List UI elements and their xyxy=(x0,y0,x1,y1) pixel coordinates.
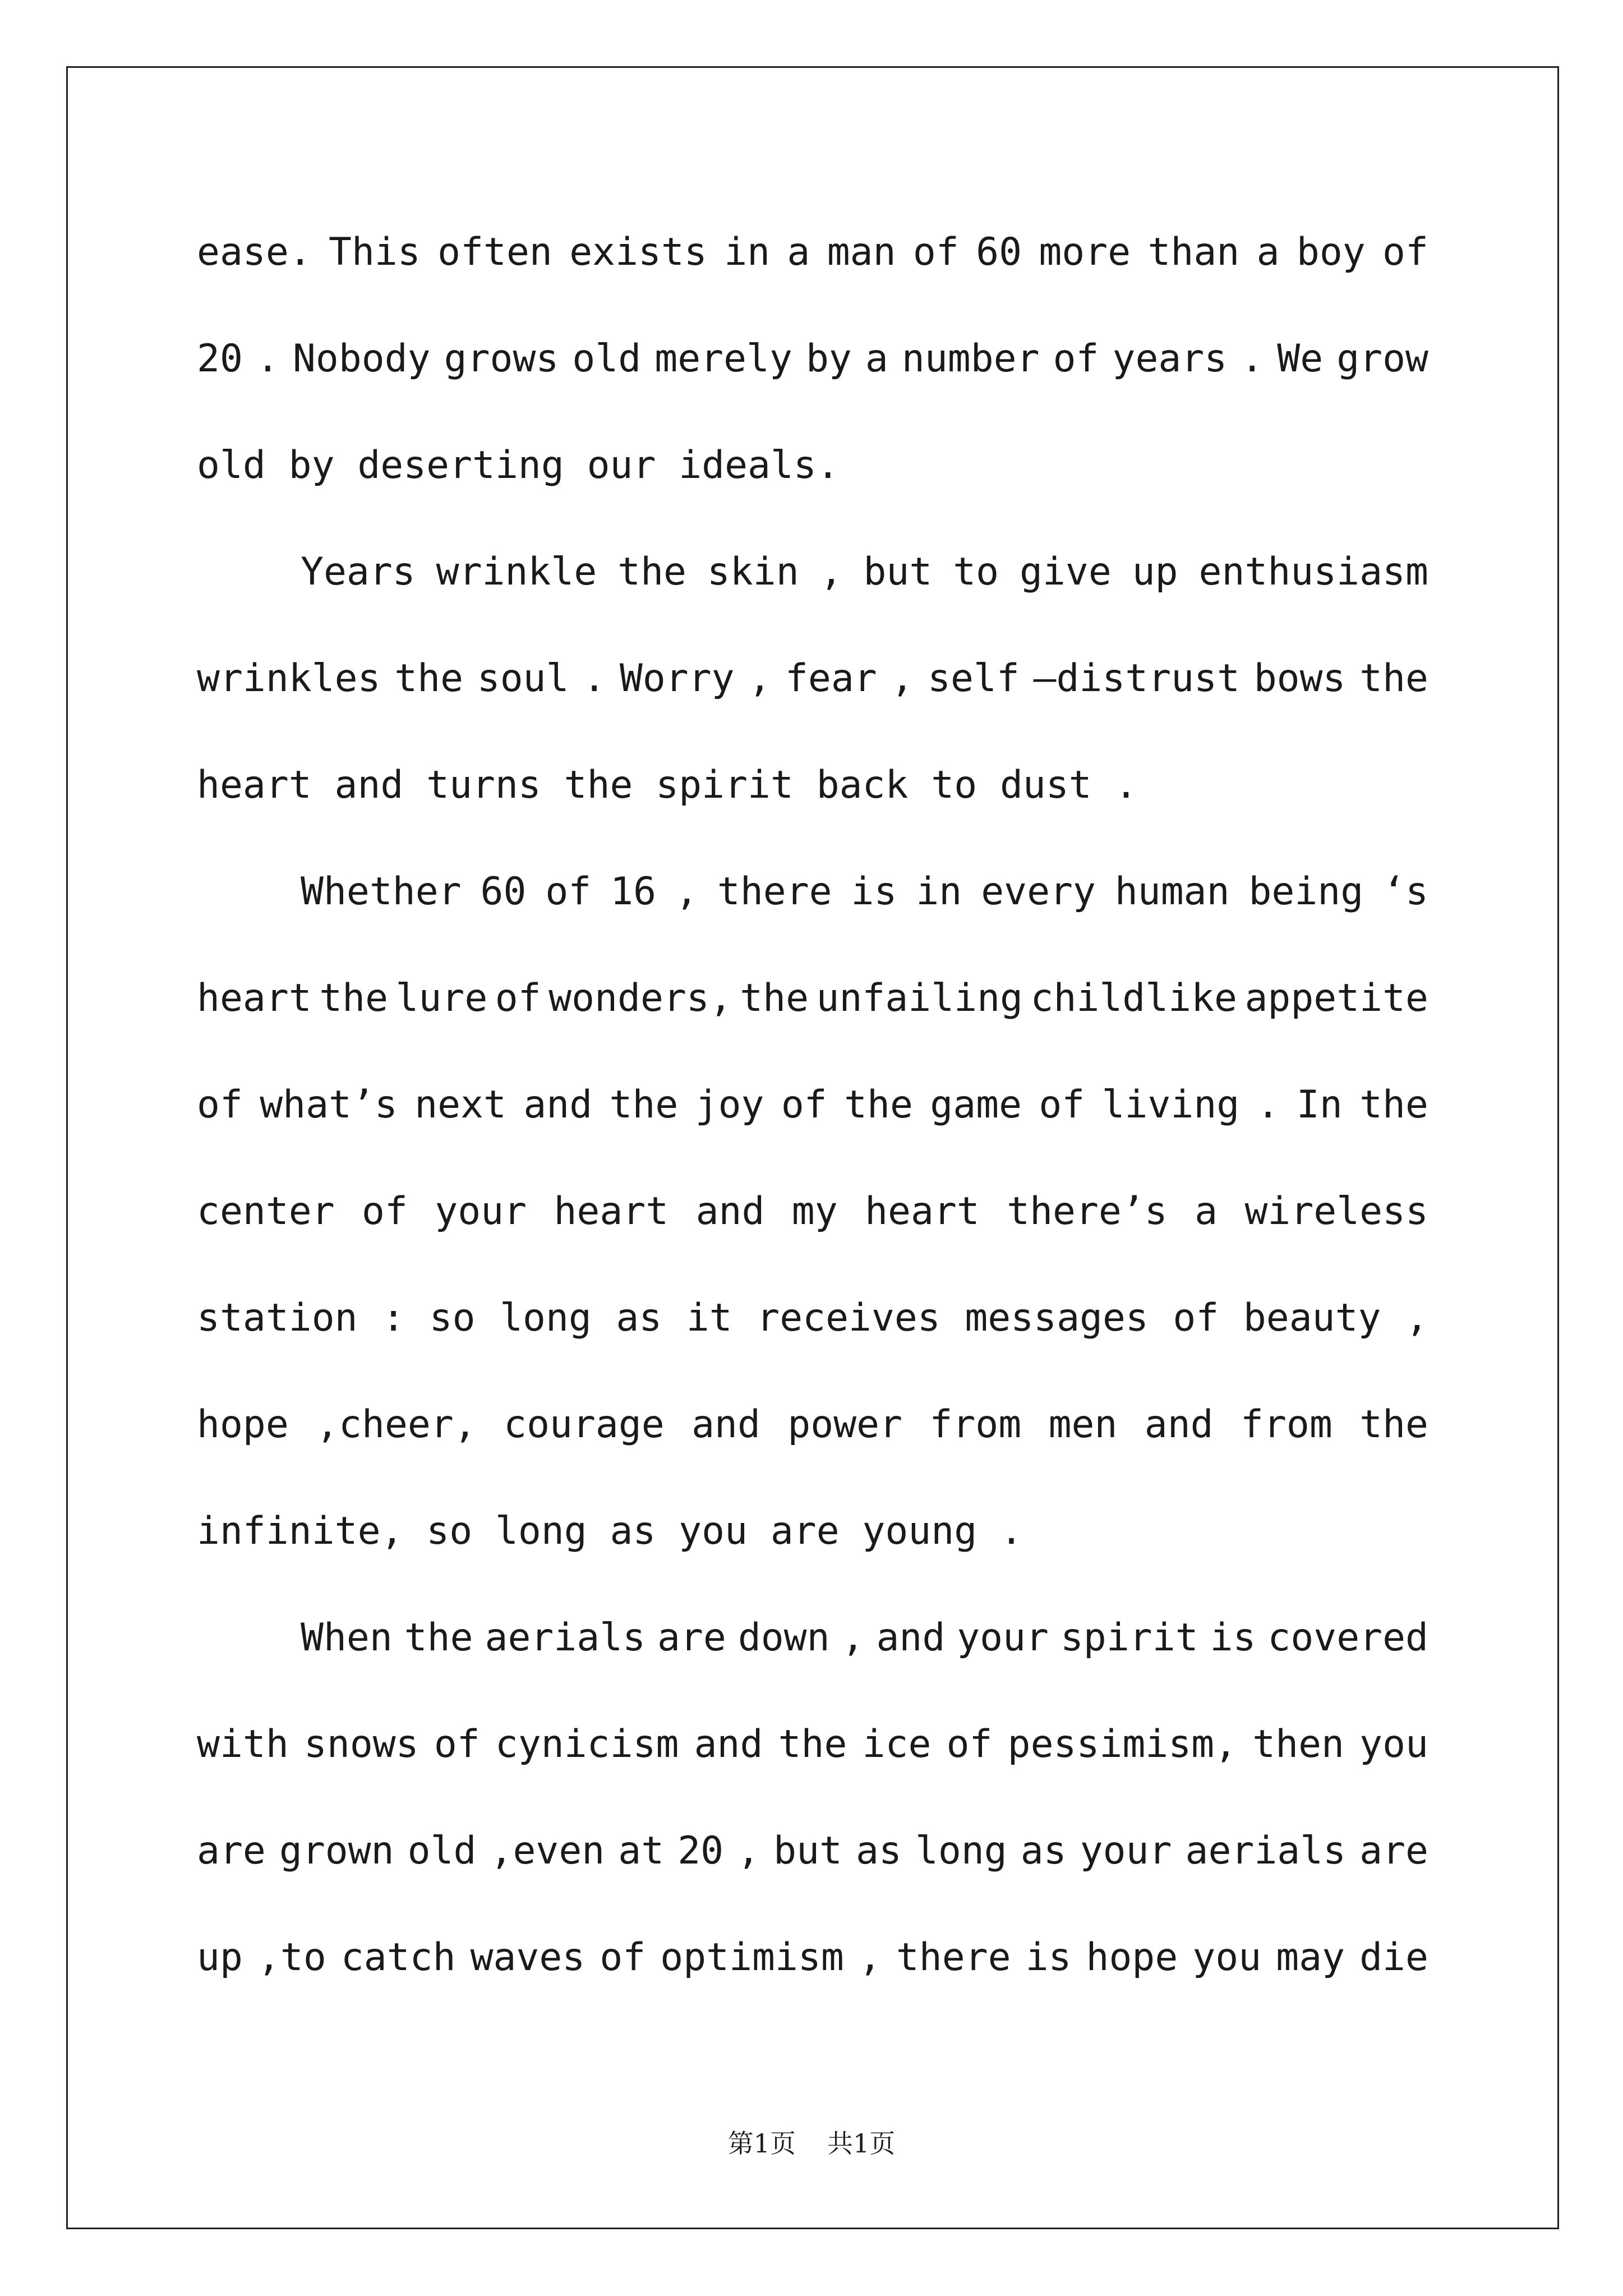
word: cynicism xyxy=(495,1722,679,1766)
word: Worry xyxy=(619,656,735,701)
word: station xyxy=(197,1296,358,1340)
word: with xyxy=(197,1722,289,1766)
word: your xyxy=(435,1189,527,1234)
word: from xyxy=(929,1402,1022,1447)
word: spirit xyxy=(656,763,794,807)
word: soul xyxy=(477,656,569,701)
word: of xyxy=(1173,1296,1219,1340)
word: of xyxy=(545,869,592,914)
word: are xyxy=(770,1509,840,1553)
word: . xyxy=(256,337,279,381)
word: old xyxy=(197,443,266,487)
word: and xyxy=(1144,1402,1214,1447)
word: ideals. xyxy=(679,443,840,487)
word: the xyxy=(1359,656,1428,701)
document-body xyxy=(197,210,1428,2022)
word: heart xyxy=(554,1189,669,1234)
word: aerials xyxy=(485,1616,646,1660)
word: you xyxy=(1359,1722,1428,1766)
text-line xyxy=(197,1916,1428,2022)
word: the xyxy=(319,976,389,1020)
word: the xyxy=(564,763,633,807)
word: skin xyxy=(707,550,799,594)
word: to xyxy=(931,763,978,807)
word: ,even xyxy=(490,1829,605,1873)
text-line xyxy=(197,1809,1428,1916)
word: unfailing xyxy=(816,976,1023,1020)
word: 60 xyxy=(976,230,1022,274)
word: and xyxy=(876,1616,946,1660)
word: are xyxy=(197,1829,266,1873)
word: back xyxy=(816,763,909,807)
word: there xyxy=(896,1935,1011,1980)
word: old xyxy=(407,1829,477,1873)
word: . xyxy=(999,1509,1023,1553)
word: it xyxy=(686,1296,732,1340)
word: in xyxy=(724,230,771,274)
text-line xyxy=(197,1170,1428,1276)
word: man xyxy=(827,230,896,274)
word: covered xyxy=(1267,1616,1428,1660)
word: there xyxy=(717,869,832,914)
word: of xyxy=(1053,337,1099,381)
word: : xyxy=(382,1296,405,1340)
word: snows xyxy=(303,1722,419,1766)
word: of xyxy=(600,1935,646,1980)
word: pessimism, xyxy=(1007,1722,1238,1766)
text-line xyxy=(197,1063,1428,1170)
word: bows xyxy=(1253,656,1346,701)
word: long xyxy=(495,1509,587,1553)
word: , xyxy=(841,1616,865,1660)
word: down xyxy=(737,1616,830,1660)
word: We xyxy=(1277,337,1324,381)
word: appetite xyxy=(1244,976,1428,1020)
word: than xyxy=(1147,230,1240,274)
word: is xyxy=(1025,1935,1072,1980)
word: 20 xyxy=(677,1829,724,1873)
word: childlike xyxy=(1030,976,1237,1020)
word: your xyxy=(957,1616,1049,1660)
word: messages xyxy=(965,1296,1149,1340)
text-line xyxy=(197,956,1428,1063)
word: , xyxy=(891,656,914,701)
word: the xyxy=(1359,1083,1428,1127)
word: a xyxy=(787,230,810,274)
word: long xyxy=(915,1829,1007,1873)
word: the xyxy=(1359,1402,1428,1447)
word: of xyxy=(912,230,959,274)
word: your xyxy=(1080,1829,1172,1873)
word: Whether xyxy=(301,869,462,914)
text-line xyxy=(197,210,1428,317)
word: . xyxy=(1256,1083,1280,1127)
word: catch xyxy=(340,1935,456,1980)
word: the xyxy=(778,1722,847,1766)
word: years xyxy=(1112,337,1228,381)
page-number: 第1页 xyxy=(727,2128,796,2159)
word: of xyxy=(434,1722,480,1766)
word: , xyxy=(1405,1296,1428,1340)
page-total: 共1页 xyxy=(827,2128,896,2159)
word: grow xyxy=(1336,337,1428,381)
word: but xyxy=(773,1829,842,1873)
word: of xyxy=(362,1189,408,1234)
word: our xyxy=(587,443,656,487)
word: a xyxy=(1195,1189,1218,1234)
word: power xyxy=(787,1402,903,1447)
word: . xyxy=(1114,763,1138,807)
word: men xyxy=(1048,1402,1118,1447)
word: heart xyxy=(197,976,312,1020)
word: spirit xyxy=(1060,1616,1198,1660)
word: , xyxy=(858,1935,882,1980)
word: wonders, xyxy=(548,976,732,1020)
word: in xyxy=(916,869,962,914)
word: are xyxy=(1359,1829,1428,1873)
word: of xyxy=(1382,230,1428,274)
word: . xyxy=(1241,337,1264,381)
word: every xyxy=(981,869,1096,914)
word: of xyxy=(946,1722,993,1766)
word: often xyxy=(437,230,552,274)
word: turns xyxy=(426,763,541,807)
word: my xyxy=(791,1189,838,1234)
word: merely xyxy=(654,337,792,381)
word: deserting xyxy=(357,443,564,487)
word: as xyxy=(856,1829,902,1873)
word: joy xyxy=(695,1083,764,1127)
word: from xyxy=(1241,1402,1332,1447)
word: up xyxy=(197,1935,243,1980)
text-line xyxy=(197,850,1428,956)
word: young xyxy=(862,1509,978,1553)
word: by xyxy=(805,337,852,381)
word: of xyxy=(495,976,541,1020)
word: living xyxy=(1101,1083,1240,1127)
word: , xyxy=(748,656,772,701)
word: courage xyxy=(504,1402,665,1447)
text-line xyxy=(197,1383,1428,1489)
word: ,cheer, xyxy=(316,1402,477,1447)
word: In xyxy=(1296,1083,1343,1127)
page-footer xyxy=(0,2123,1623,2160)
word: ,to xyxy=(257,1935,326,1980)
word: grows xyxy=(444,337,559,381)
text-line xyxy=(197,530,1428,637)
word: receives xyxy=(757,1296,940,1340)
word: and xyxy=(694,1722,763,1766)
word: being xyxy=(1248,869,1364,914)
word: aerials xyxy=(1185,1829,1347,1873)
word: to xyxy=(953,550,999,594)
word: as xyxy=(616,1296,662,1340)
word: so xyxy=(429,1296,476,1340)
word: waves xyxy=(470,1935,585,1980)
word: you xyxy=(679,1509,748,1553)
word: of xyxy=(781,1083,827,1127)
word: long xyxy=(500,1296,592,1340)
word: wireless xyxy=(1244,1189,1428,1234)
word: fear xyxy=(785,656,877,701)
word: self xyxy=(928,656,1020,701)
word: there’s xyxy=(1007,1189,1168,1234)
word: is xyxy=(851,869,897,914)
word: exists xyxy=(569,230,707,274)
word: and xyxy=(523,1083,593,1127)
word: more xyxy=(1039,230,1131,274)
text-line xyxy=(197,743,1428,850)
word: the xyxy=(844,1083,913,1127)
word: die xyxy=(1359,1935,1428,1980)
word: but xyxy=(863,550,933,594)
word: boy xyxy=(1296,230,1366,274)
word: When xyxy=(301,1616,393,1660)
word: , xyxy=(675,869,698,914)
text-line xyxy=(197,317,1428,424)
text-line xyxy=(197,637,1428,743)
word: up xyxy=(1132,550,1178,594)
word: ice xyxy=(862,1722,932,1766)
text-line xyxy=(197,424,1428,530)
word: game xyxy=(930,1083,1022,1127)
word: and xyxy=(695,1189,765,1234)
word: beauty xyxy=(1243,1296,1381,1340)
word: may xyxy=(1276,1935,1345,1980)
word: of xyxy=(197,1083,243,1127)
word: optimism xyxy=(660,1935,844,1980)
word: center xyxy=(197,1189,335,1234)
word: heart xyxy=(865,1189,980,1234)
word: wrinkle xyxy=(436,550,597,594)
word: by xyxy=(288,443,335,487)
word: 16 xyxy=(610,869,657,914)
word: lure xyxy=(395,976,488,1020)
word: Years xyxy=(301,550,416,594)
word: –distrust xyxy=(1033,656,1240,701)
word: 60 xyxy=(480,869,527,914)
word: number xyxy=(901,337,1040,381)
word: dust xyxy=(999,763,1092,807)
word: 20 xyxy=(197,337,243,381)
text-line xyxy=(197,1703,1428,1809)
word: a xyxy=(865,337,888,381)
word: This xyxy=(329,230,421,274)
word: a xyxy=(1256,230,1280,274)
word: next xyxy=(414,1083,506,1127)
word: , xyxy=(819,550,843,594)
word: enthusiasm xyxy=(1198,550,1428,594)
word: hope xyxy=(1086,1935,1178,1980)
text-line xyxy=(197,1489,1428,1596)
word: of xyxy=(1039,1083,1085,1127)
word: is xyxy=(1210,1616,1256,1660)
word: hope xyxy=(197,1402,289,1447)
word: grown xyxy=(279,1829,394,1873)
word: so xyxy=(426,1509,473,1553)
word: . xyxy=(583,656,606,701)
word: the xyxy=(394,656,464,701)
word: at xyxy=(618,1829,665,1873)
word: what’s xyxy=(260,1083,398,1127)
text-line xyxy=(197,1276,1428,1383)
word: the xyxy=(609,1083,679,1127)
word: the xyxy=(404,1616,473,1660)
word: , xyxy=(737,1829,760,1873)
word: as xyxy=(1020,1829,1067,1873)
word: old xyxy=(572,337,642,381)
word: Nobody xyxy=(292,337,431,381)
word: you xyxy=(1192,1935,1262,1980)
word: then xyxy=(1252,1722,1344,1766)
word: infinite, xyxy=(197,1509,404,1553)
word: are xyxy=(657,1616,726,1660)
word: heart xyxy=(197,763,312,807)
word: and xyxy=(691,1402,760,1447)
word: and xyxy=(334,763,404,807)
word: ‘s xyxy=(1382,869,1428,914)
word: the xyxy=(617,550,686,594)
word: the xyxy=(740,976,809,1020)
text-line xyxy=(197,1596,1428,1703)
word: give xyxy=(1020,550,1112,594)
word: ease. xyxy=(197,230,312,274)
word: as xyxy=(610,1509,656,1553)
word: wrinkles xyxy=(197,656,381,701)
word: human xyxy=(1114,869,1230,914)
